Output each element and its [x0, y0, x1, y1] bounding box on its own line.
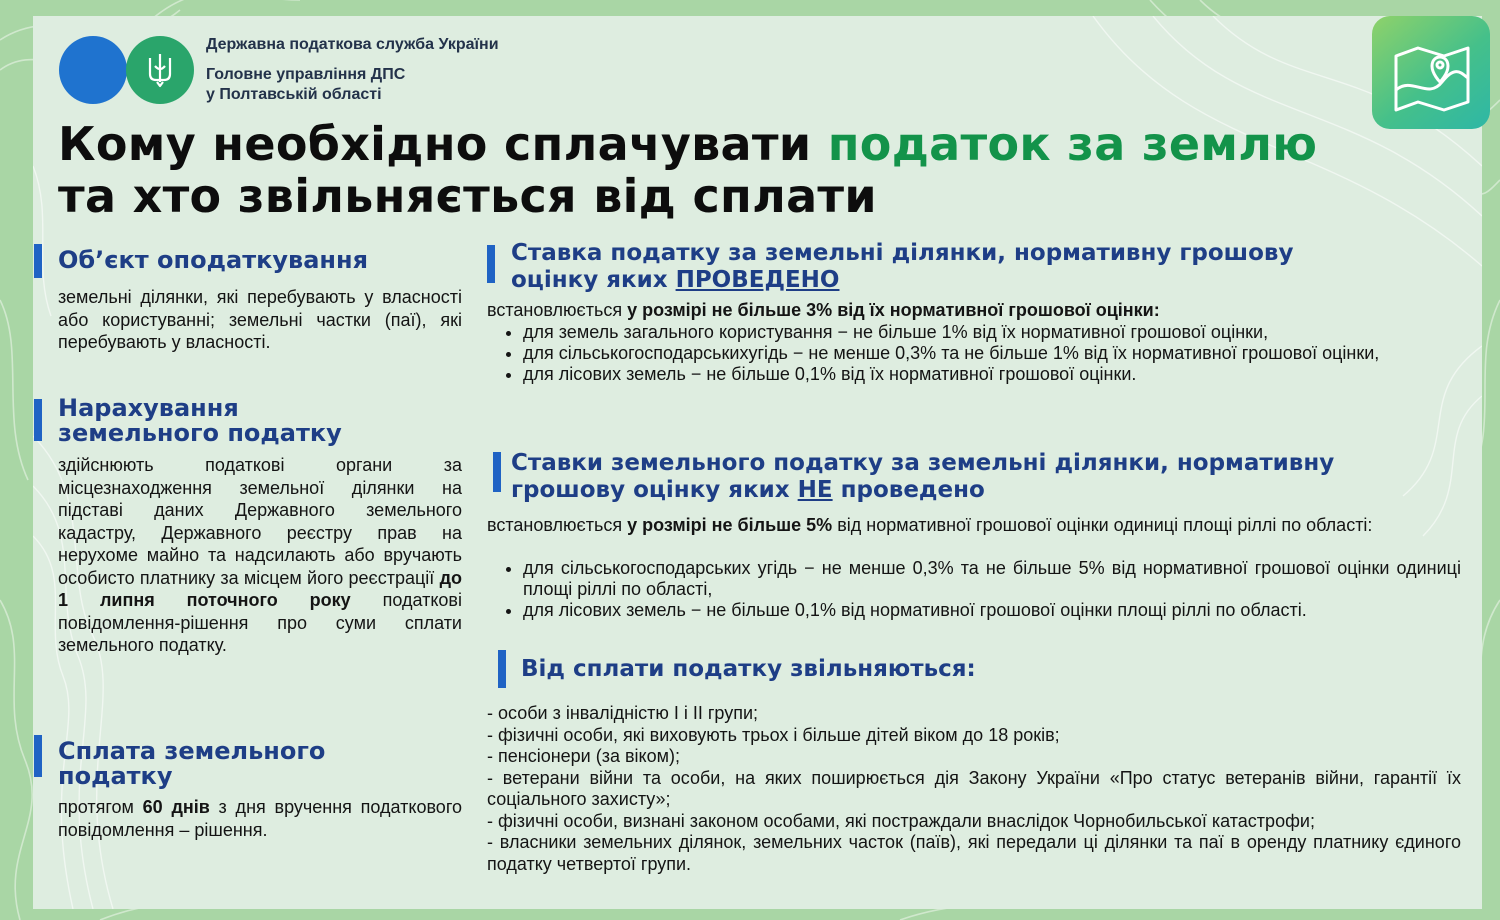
- rate-not-done-intro: [487, 515, 1461, 536]
- rate-not-done-heading-tail: проведено: [832, 477, 985, 503]
- payment-text-a: протягом: [58, 797, 143, 817]
- calc-text-b: податкові повідомлення-рішення про суми сплати земельного податку.: [58, 590, 462, 655]
- trident-icon: [147, 52, 173, 88]
- rate-done-intro: [487, 299, 1461, 322]
- list-item: - пенсіонери (за віком);: [487, 746, 680, 766]
- dps-logo-circle: [59, 36, 127, 104]
- rate-done-intro-bold: у розмірі не більше 3% від їх нормативної грошової оцінки:: [627, 300, 1160, 320]
- list-item: • для земель загального користування − не більше 1% від їх нормативної грошової оцінки,: [523, 322, 1461, 343]
- rate-done-heading-line1: Ставка податку за земельні ділянки, нормативну грошову: [511, 240, 1294, 266]
- org-name-line: Державна податкова служба України: [206, 36, 499, 53]
- page-title-line1: [58, 118, 1317, 170]
- list-item: • для сільськогосподарських угідь − не менше 0,3% та не більше 5% від нормативної грошової оцінки одиниці площі ріллі по області,: [523, 558, 1461, 600]
- calc-heading: [58, 396, 342, 446]
- list-item: - особи з інвалідністю І і ІІ групи;: [487, 703, 759, 723]
- rate-not-done-intro-text: встановлюється: [487, 515, 628, 535]
- page-title-line2: та хто звільняється від сплати: [58, 169, 877, 223]
- rate-not-done-heading: [511, 450, 1334, 504]
- section-marker-bar: [487, 245, 495, 283]
- list-item: - фізичні особи, визнані законом особами, які постраждали внаслідок Чорнобильської катастрофи;: [487, 810, 1315, 831]
- list-item: • для лісових земель − не більше 0,1% від нормативної грошової оцінки площі ріллі по області.: [523, 600, 1461, 621]
- section-marker-bar: [34, 244, 42, 278]
- list-item: • для сільськогосподарськихугідь − не менше 0,3% та не більше 1% від їх нормативної грошової оцінки,: [523, 343, 1461, 364]
- list-item: - ветерани війни та особи, на яких поширюється дія Закону України «Про статус ветеранів війни, гарантії їх соціального захисту»;: [487, 767, 1461, 809]
- list-item: - власники земельних ділянок, земельних часток (паїв), які передали ці ділянки та паї в оренду платнику єдиного податку четвертої групи.: [487, 832, 1461, 874]
- section-marker-bar: [34, 735, 42, 777]
- rate-not-done-heading-line1: Ставки земельного податку за земельні ділянки, нормативну: [511, 450, 1335, 476]
- rate-not-done-heading-emphasis: НЕ: [797, 477, 833, 503]
- list-item: • для лісових земель − не більше 0,1% від їх нормативної грошової оцінки.: [523, 364, 1461, 385]
- rate-not-done-intro-bold: у розмірі не більше 5%: [627, 515, 833, 535]
- rate-not-done-heading-text: грошову оцінку яких: [511, 477, 798, 503]
- object-heading: Об’єкт оподаткування: [58, 246, 368, 274]
- org-unit-line: Головне управління ДПС: [206, 66, 406, 83]
- payment-heading-line1: Сплата земельного: [58, 737, 326, 765]
- payment-deadline: 60 днів: [142, 797, 210, 817]
- calc-heading-line2: земельного податку: [58, 419, 342, 447]
- rate-done-list: [487, 322, 1461, 385]
- rate-not-done-list: [487, 558, 1461, 621]
- object-text: земельні ділянки, які перебувають у власності або користуванні; земельні частки (паї), які перебувають у власності.: [58, 287, 462, 352]
- rate-done-heading: [511, 240, 1293, 294]
- payment-text-b: з дня вручення податкового повідомлення – рішення.: [58, 797, 463, 840]
- section-marker-bar: [498, 650, 506, 688]
- org-region-line: у Полтавській області: [206, 86, 382, 103]
- rate-not-done-heading-line2: [511, 477, 1334, 504]
- rate-done-intro-text: встановлюється: [487, 300, 628, 320]
- rate-not-done-intro-tail: від нормативної грошової оцінки одиниці площі ріллі по області:: [832, 515, 1373, 535]
- calc-text-a: здійснюють податкові органи за місцезнаходження земельної ділянки на підставі даних Державного земельного кадастру, Державного реєстру прав на нерухоме майно та надсилають або вручають особисто платнику за місцем його реєстрації: [58, 455, 462, 588]
- rate-done-heading-line2: [511, 267, 1293, 294]
- exempt-heading: Від сплати податку звільняються:: [521, 656, 976, 682]
- payment-text: [58, 796, 462, 841]
- dps-emblem-circle: [126, 36, 194, 104]
- calc-heading-line1: Нарахування: [58, 394, 239, 422]
- calc-deadline: до 1 липня поточного року: [58, 567, 462, 610]
- map-pin-icon: [1372, 16, 1490, 129]
- payment-heading: [58, 739, 325, 789]
- rate-done-heading-emphasis: ПРОВЕДЕНО: [675, 267, 840, 293]
- section-marker-bar: [493, 452, 501, 492]
- payment-heading-line2: податку: [58, 762, 173, 790]
- title-text-plain: Кому необхідно сплачувати: [58, 117, 828, 171]
- exempt-list: [487, 703, 1461, 875]
- rate-done-heading-text: оцінку яких: [511, 267, 676, 293]
- list-item: - фізичні особи, які виховують трьох і більше дітей віком до 18 років;: [487, 724, 1060, 745]
- section-marker-bar: [34, 399, 42, 441]
- land-map-badge: [1372, 16, 1490, 129]
- calc-text: [58, 454, 462, 657]
- title-text-highlight: податок за землю: [827, 117, 1318, 171]
